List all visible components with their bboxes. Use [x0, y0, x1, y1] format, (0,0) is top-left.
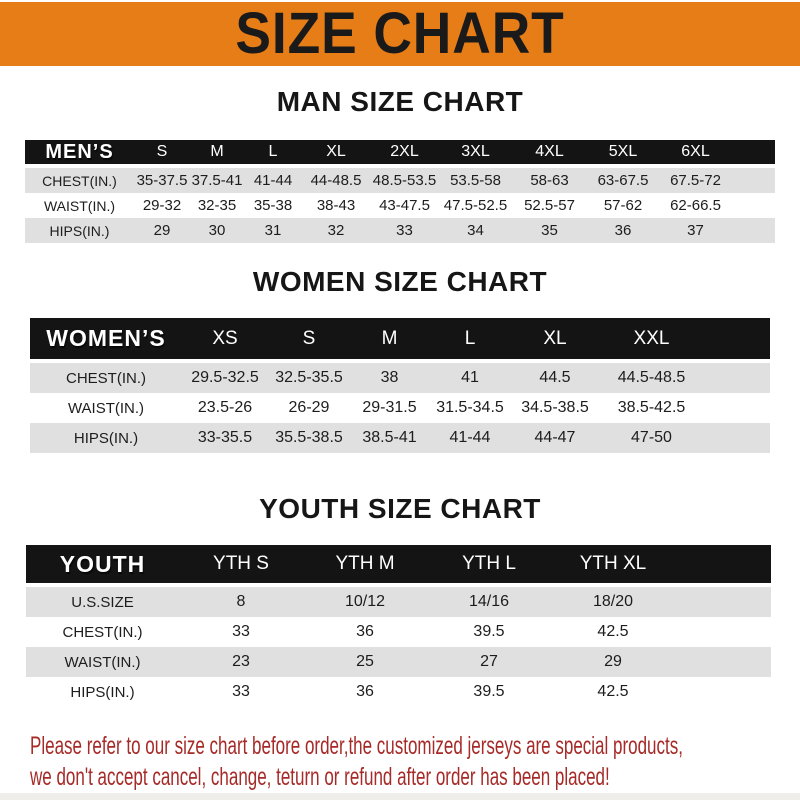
size-value-cell: 33 — [179, 677, 303, 707]
size-value-cell: 42.5 — [551, 677, 675, 707]
size-column-header: S — [268, 318, 350, 363]
size-value-cell: 10/12 — [303, 587, 427, 617]
size-value-cell: 35-37.5 — [134, 168, 190, 193]
size-column-header: XL — [511, 318, 599, 363]
size-value-cell: 43-47.5 — [370, 193, 439, 218]
size-value-cell: 29 — [134, 218, 190, 243]
size-value-cell: 27 — [427, 647, 551, 677]
size-value-cell: 37.5-41 — [190, 168, 244, 193]
youth-table — [26, 545, 771, 707]
size-value-cell: 36 — [303, 677, 427, 707]
size-value-cell: 23 — [179, 647, 303, 677]
size-value-cell: 41-44 — [244, 168, 302, 193]
size-value-cell: 67.5-72 — [659, 168, 732, 193]
table-row — [25, 168, 775, 193]
table-row — [30, 363, 770, 393]
size-column-header: YTH S — [179, 545, 303, 587]
size-value-cell: 37 — [659, 218, 732, 243]
row-label: HIPS(IN.) — [30, 423, 182, 453]
header-filler-cell — [675, 545, 771, 587]
size-value-cell: 34.5-38.5 — [511, 393, 599, 423]
size-column-header: 4XL — [512, 140, 587, 168]
size-header-row — [30, 318, 770, 363]
size-header-row — [26, 545, 771, 587]
size-value-cell: 39.5 — [427, 617, 551, 647]
size-value-cell: 63-67.5 — [587, 168, 659, 193]
size-value-cell: 44.5 — [511, 363, 599, 393]
row-label: CHEST(IN.) — [30, 363, 182, 393]
youth-size-table — [26, 545, 771, 707]
size-value-cell: 29-32 — [134, 193, 190, 218]
row-label: WAIST(IN.) — [25, 193, 134, 218]
size-value-cell: 36 — [303, 617, 427, 647]
size-header-row — [25, 140, 775, 168]
row-filler-cell — [675, 677, 771, 707]
size-value-cell: 38 — [350, 363, 429, 393]
size-column-header: XS — [182, 318, 268, 363]
row-filler-cell — [675, 617, 771, 647]
row-label: WAIST(IN.) — [30, 393, 182, 423]
table-corner-label: WOMEN’S — [30, 318, 182, 363]
size-value-cell: 33 — [370, 218, 439, 243]
row-label: CHEST(IN.) — [26, 617, 179, 647]
women-section-heading: WOMEN SIZE CHART — [252, 266, 548, 297]
size-column-header: L — [429, 318, 511, 363]
row-label: CHEST(IN.) — [25, 168, 134, 193]
table-row — [30, 423, 770, 453]
footer-note — [30, 731, 800, 793]
size-value-cell: 18/20 — [551, 587, 675, 617]
size-column-header: YTH L — [427, 545, 551, 587]
size-value-cell: 34 — [439, 218, 512, 243]
size-value-cell: 58-63 — [512, 168, 587, 193]
size-value-cell: 14/16 — [427, 587, 551, 617]
size-value-cell: 32-35 — [190, 193, 244, 218]
footer-line-1: Please refer to our size chart before order,the customized jerseys are special products, — [30, 732, 683, 760]
size-column-header: S — [134, 140, 190, 168]
row-filler-cell — [704, 363, 770, 393]
size-column-header: YTH XL — [551, 545, 675, 587]
youth-section-heading: YOUTH SIZE CHART — [259, 493, 541, 524]
size-value-cell: 35 — [512, 218, 587, 243]
size-column-header: 2XL — [370, 140, 439, 168]
size-value-cell: 62-66.5 — [659, 193, 732, 218]
size-value-cell: 42.5 — [551, 617, 675, 647]
row-label: HIPS(IN.) — [26, 677, 179, 707]
size-value-cell: 53.5-58 — [439, 168, 512, 193]
women-table — [30, 318, 770, 453]
table-row — [25, 193, 775, 218]
size-column-header: M — [190, 140, 244, 168]
size-column-header: 6XL — [659, 140, 732, 168]
table-corner-label: MEN’S — [25, 140, 134, 168]
row-filler-cell — [704, 393, 770, 423]
size-column-header: YTH M — [303, 545, 427, 587]
size-value-cell: 29 — [551, 647, 675, 677]
table-row — [26, 587, 771, 617]
women-size-table — [30, 318, 770, 453]
size-column-header: 3XL — [439, 140, 512, 168]
size-value-cell: 52.5-57 — [512, 193, 587, 218]
table-corner-label: YOUTH — [26, 545, 179, 587]
size-value-cell: 44-47 — [511, 423, 599, 453]
size-value-cell: 44-48.5 — [302, 168, 370, 193]
row-label: HIPS(IN.) — [25, 218, 134, 243]
size-value-cell: 31 — [244, 218, 302, 243]
row-label: U.S.SIZE — [26, 587, 179, 617]
banner-title: SIZE CHART — [235, 1, 565, 66]
row-filler-cell — [732, 168, 775, 193]
row-filler-cell — [732, 218, 775, 243]
men-size-table — [25, 140, 775, 243]
size-column-header: XXL — [599, 318, 704, 363]
row-filler-cell — [704, 423, 770, 453]
bottom-strip — [0, 793, 800, 800]
size-value-cell: 38.5-41 — [350, 423, 429, 453]
size-value-cell: 35-38 — [244, 193, 302, 218]
row-filler-cell — [675, 647, 771, 677]
size-value-cell: 47-50 — [599, 423, 704, 453]
table-row — [26, 677, 771, 707]
size-column-header: M — [350, 318, 429, 363]
size-value-cell: 31.5-34.5 — [429, 393, 511, 423]
table-row — [25, 218, 775, 243]
row-filler-cell — [732, 193, 775, 218]
size-value-cell: 44.5-48.5 — [599, 363, 704, 393]
man-section-heading: MAN SIZE CHART — [276, 86, 524, 117]
row-filler-cell — [675, 587, 771, 617]
size-value-cell: 23.5-26 — [182, 393, 268, 423]
size-value-cell: 32.5-35.5 — [268, 363, 350, 393]
size-value-cell: 29.5-32.5 — [182, 363, 268, 393]
table-row — [30, 393, 770, 423]
men-table — [25, 140, 775, 243]
size-column-header: 5XL — [587, 140, 659, 168]
size-value-cell: 35.5-38.5 — [268, 423, 350, 453]
table-row — [26, 617, 771, 647]
row-label: WAIST(IN.) — [26, 647, 179, 677]
size-value-cell: 41 — [429, 363, 511, 393]
header-filler-cell — [732, 140, 775, 168]
size-column-header: L — [244, 140, 302, 168]
size-value-cell: 48.5-53.5 — [370, 168, 439, 193]
size-value-cell: 25 — [303, 647, 427, 677]
size-value-cell: 33 — [179, 617, 303, 647]
size-value-cell: 38-43 — [302, 193, 370, 218]
size-value-cell: 29-31.5 — [350, 393, 429, 423]
footer-line-2: we don't accept cancel, change, teturn or refund after order has been placed! — [30, 763, 610, 791]
size-value-cell: 41-44 — [429, 423, 511, 453]
size-value-cell: 8 — [179, 587, 303, 617]
header-filler-cell — [704, 318, 770, 363]
size-value-cell: 47.5-52.5 — [439, 193, 512, 218]
size-value-cell: 26-29 — [268, 393, 350, 423]
size-value-cell: 38.5-42.5 — [599, 393, 704, 423]
size-value-cell: 39.5 — [427, 677, 551, 707]
size-column-header: XL — [302, 140, 370, 168]
size-value-cell: 33-35.5 — [182, 423, 268, 453]
table-row — [26, 647, 771, 677]
size-value-cell: 32 — [302, 218, 370, 243]
size-value-cell: 36 — [587, 218, 659, 243]
banner — [0, 2, 800, 66]
size-value-cell: 57-62 — [587, 193, 659, 218]
size-value-cell: 30 — [190, 218, 244, 243]
